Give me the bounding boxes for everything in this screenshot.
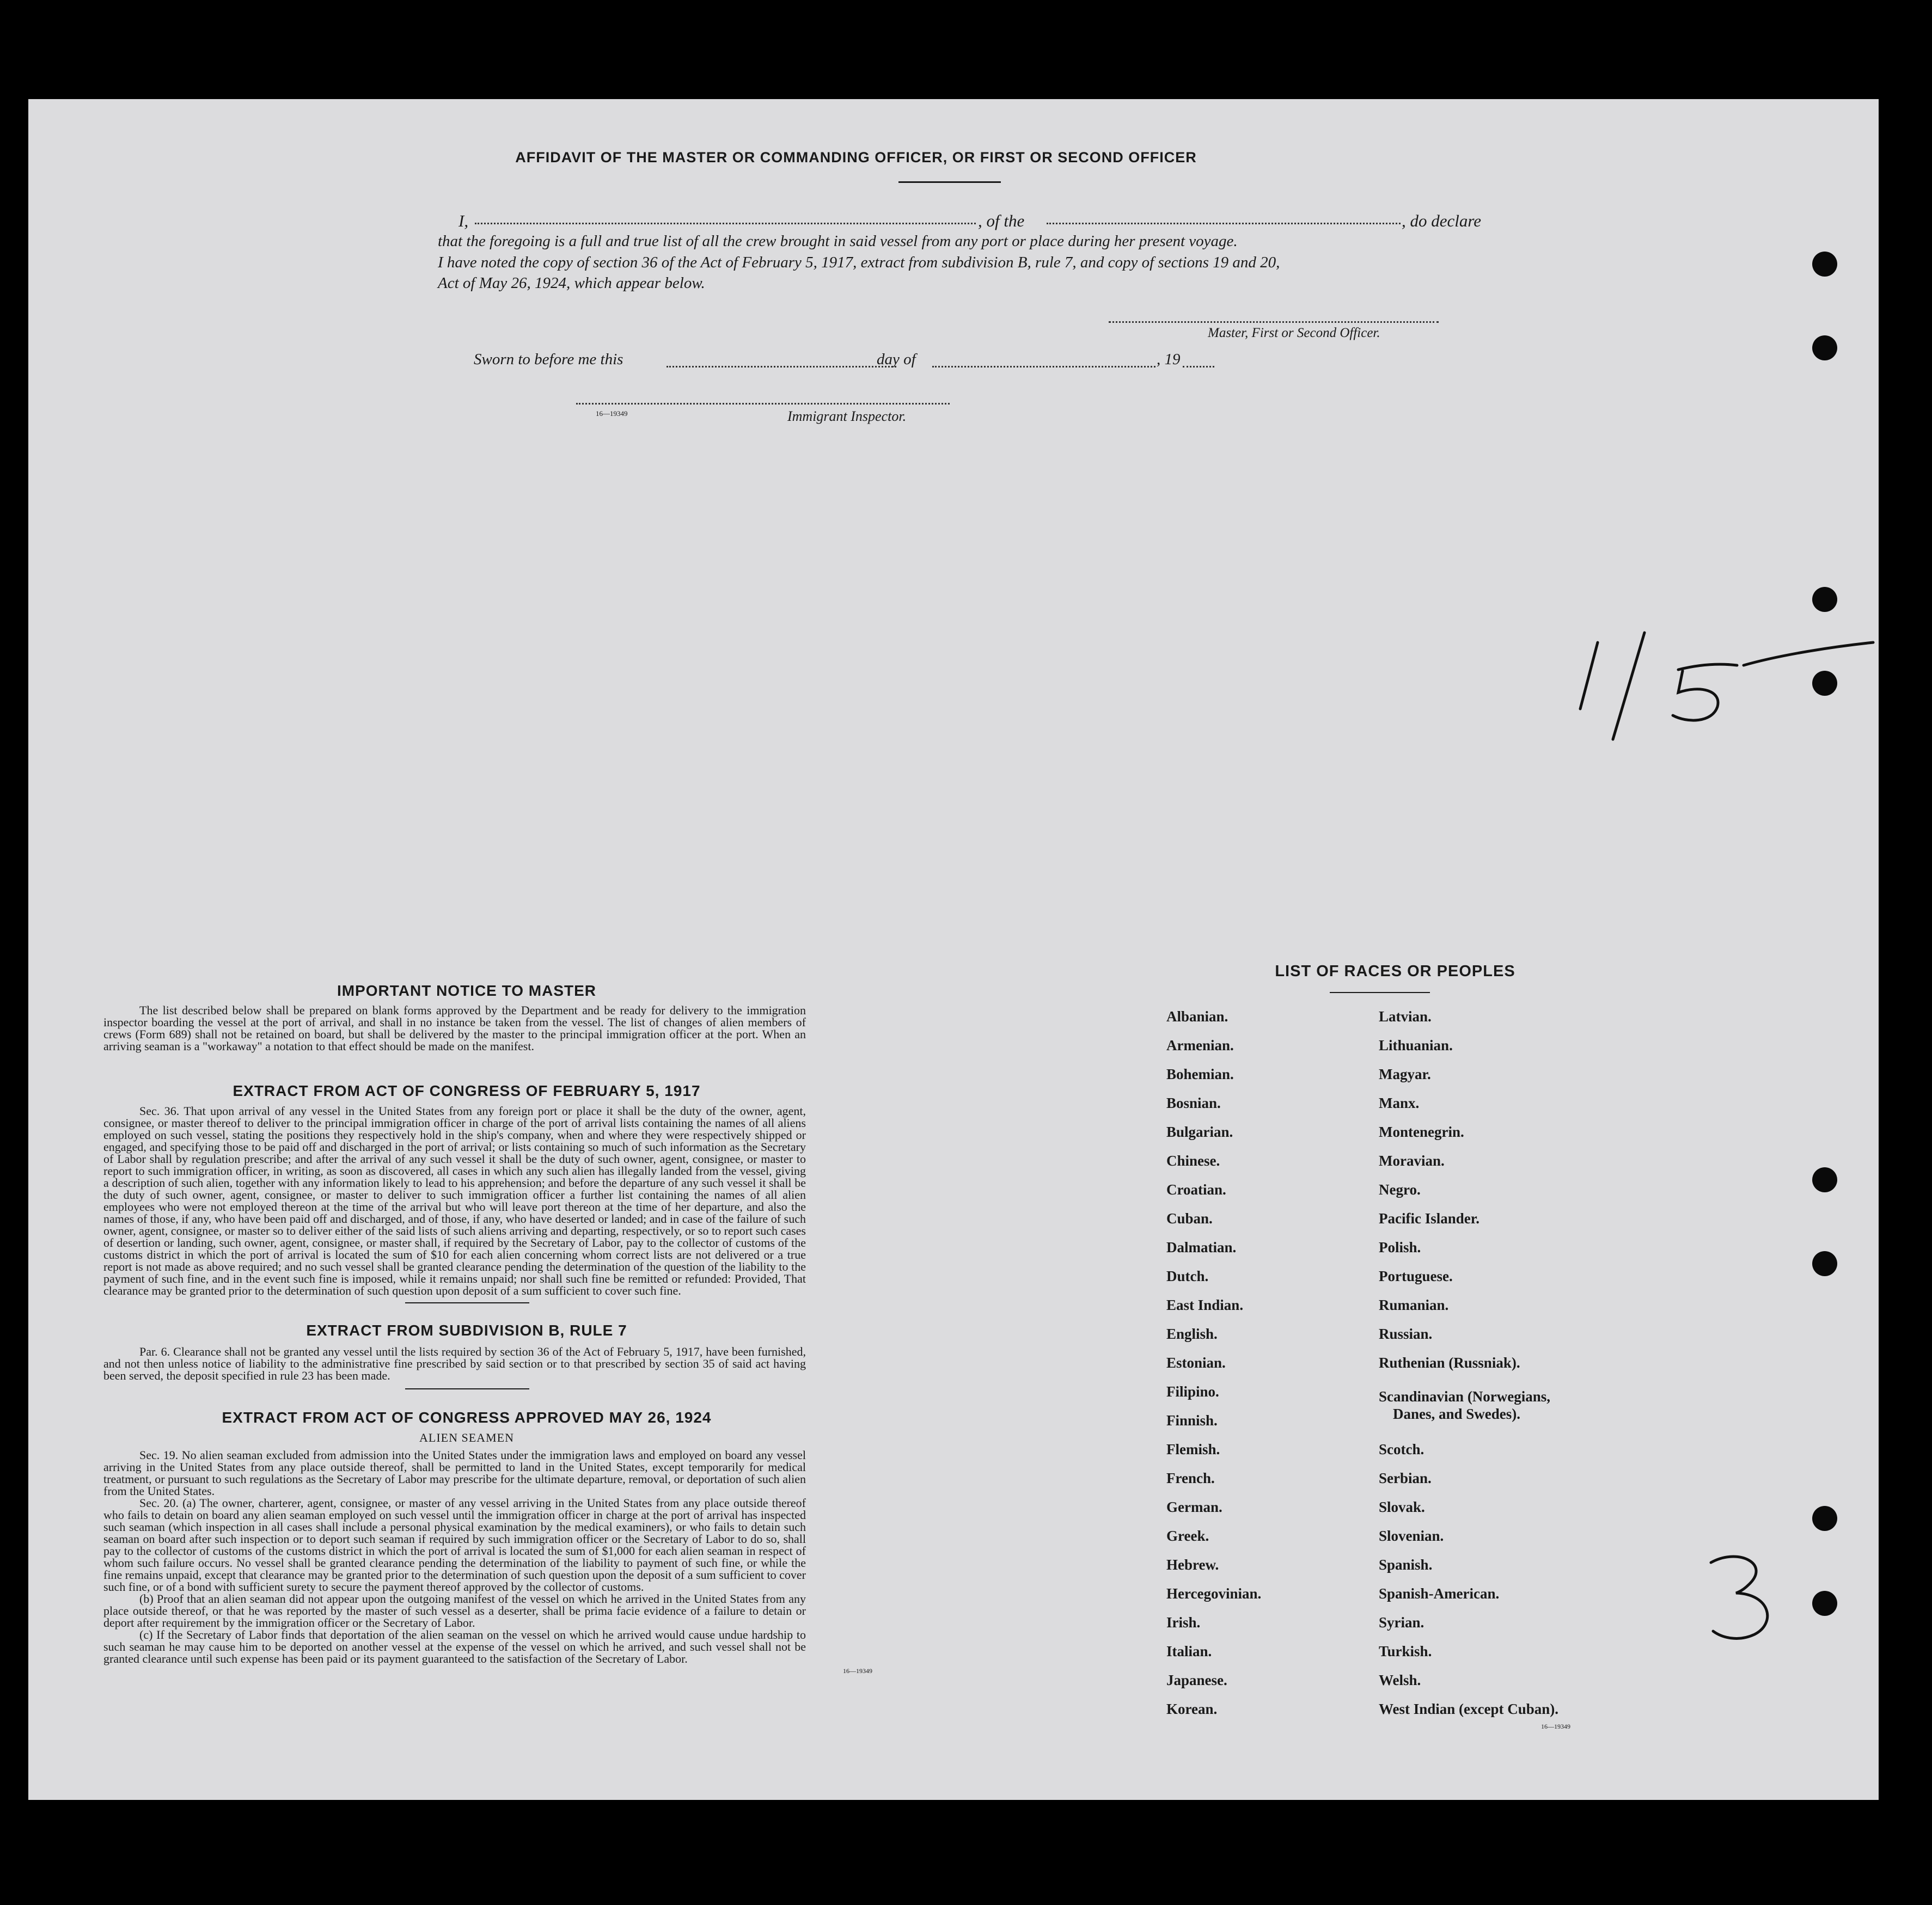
binder-hole	[1812, 252, 1837, 277]
race-right-20: Syrian.	[1379, 1614, 1424, 1631]
document-page	[28, 99, 1879, 1800]
name-field[interactable]	[475, 223, 976, 224]
race-right-6: Negro.	[1379, 1181, 1421, 1198]
race-right-17: Slovenian.	[1379, 1528, 1444, 1544]
race-left-14: Finnish.	[1166, 1412, 1218, 1429]
race-left-23: Japanese.	[1166, 1672, 1227, 1688]
declaration-line1-b: , of the	[978, 211, 1025, 230]
race-right-13: Scandinavian (Norwegians,	[1379, 1388, 1551, 1405]
handwritten-fraction	[1564, 584, 1879, 747]
race-right-16: Slovak.	[1379, 1499, 1425, 1515]
extract-1924-sec20b: (b) Proof that an alien seaman did not appear upon the outgoing manifest of the vessel on which he arrived in the United States from any place outside thereof, or that he was reported by the master of such vessel as a deserter, shall be prima facie evidence of a failure to detain or deport after requirement by the immigration officer or the Secretary of Labor.	[103, 1592, 806, 1630]
race-left-8: Dalmatian.	[1166, 1239, 1237, 1255]
declaration-line2: that the foregoing is a full and true list of all the crew brought in said vessel from any port or place during her present voyage.	[438, 232, 1238, 250]
sworn-text-a: Sworn to before me this	[474, 351, 623, 368]
race-left-1: Armenian.	[1166, 1037, 1234, 1053]
race-left-10: East Indian.	[1166, 1297, 1244, 1313]
declaration-line1-a: I,	[458, 211, 469, 230]
sworn-text-b: day of	[877, 351, 916, 368]
heading-divider	[898, 181, 1001, 183]
race-left-20: Hercegovinian.	[1166, 1585, 1262, 1602]
sworn-year-field[interactable]	[1183, 366, 1214, 367]
inspector-label: Immigrant Inspector.	[787, 408, 907, 424]
divider-1917	[405, 1302, 529, 1303]
race-left-18: Greek.	[1166, 1528, 1209, 1544]
binder-hole	[1812, 335, 1837, 360]
race-left-9: Dutch.	[1166, 1268, 1209, 1284]
race-left-24: Korean.	[1166, 1701, 1218, 1717]
races-heading-divider	[1330, 992, 1430, 993]
race-right-19: Spanish-American.	[1379, 1585, 1500, 1602]
alien-seamen-subheading: ALIEN SEAMEN	[419, 1431, 514, 1444]
race-left-5: Chinese.	[1166, 1153, 1220, 1169]
divider-rule7	[405, 1388, 529, 1389]
extract-1924-heading: EXTRACT FROM ACT OF CONGRESS APPROVED MAY 26, 1924	[222, 1409, 712, 1426]
binder-hole	[1812, 1591, 1837, 1616]
race-left-15: Flemish.	[1166, 1441, 1220, 1457]
race-left-0: Albanian.	[1166, 1008, 1228, 1025]
race-left-12: Estonian.	[1166, 1355, 1226, 1371]
race-left-22: Italian.	[1166, 1643, 1212, 1659]
rule7-heading: EXTRACT FROM SUBDIVISION B, RULE 7	[306, 1322, 627, 1339]
extract-1917-text: Sec. 36. That upon arrival of any vessel in the United States from any foreign port or place it shall be the duty of the owner, agent, consignee, or master thereof to deliver to the principal immigration officer in charge of the port of arrival lists containing the names of all aliens employed on such vessel, stating the positions they respectively hold in the ship's company, when and where they were respectively shipped or engaged, and specifying those to be paid off and discharged in the port of arrival; or lists containing so much of such information as the Secretary of Labor shall by regulation prescribe; and after the arrival of any such vessel it shall be the duty of such owner, agent, consignee, or master to report to such immigration officer, in writing, as soon as discovered, all cases in which any such alien has illegally landed from the vessel, giving a description of such alien, together with any information likely to lead to his apprehension; and before the departure of any such vessel it shall be the duty of such owner, agent, consignee, or master to deliver to such immigration officer a further list containing the names of all alien employees who were not employed thereon at the time of the arrival but who will leave port thereon at the time of her departure, and also the names of those, if any, who have been paid off and discharged, and of those, if any, who have deserted or landed; and in case of the failure of such owner, agent, consignee, or master so to deliver either of the said lists of such aliens arriving and departing, respectively, or so to report such cases of desertion or landing, such owner, agent, consignee, or master shall, if required by the Secretary of Labor, pay to the collector of customs of the customs district in which the port of arrival is located the sum of $10 for each alien concerning whom correct lists are not delivered or a true report is not made as above required; and no such vessel shall be granted clearance pending the determination of the question of the liability to the payment of such fine, and in the event such fine is imposed, while it remains unpaid; nor shall such fine be remitted or refunded: Provided, That clearance may be granted prior to the determination of such question upon deposit of a sum sufficient to cover such fine.	[103, 1104, 806, 1297]
race-right-9: Portuguese.	[1379, 1268, 1453, 1284]
race-right-4: Montenegrin.	[1379, 1124, 1464, 1140]
binder-hole	[1812, 1506, 1837, 1531]
race-right-10: Rumanian.	[1379, 1297, 1449, 1313]
races-form-number: 16—19349	[1541, 1723, 1570, 1730]
rule7-text: Par. 6. Clearance shall not be granted any vessel until the lists required by section 36 of the Act of February 5, 1917, have been furnished, and not then unless notice of liability to the administrative fine prescribed by said section or to that prescribed by section 35 of said act having been served, the deposit specified in rule 23 has been made.	[103, 1345, 806, 1382]
binder-hole	[1812, 1251, 1837, 1276]
race-right-21: Turkish.	[1379, 1643, 1432, 1659]
race-left-17: German.	[1166, 1499, 1222, 1515]
race-right-3: Manx.	[1379, 1095, 1420, 1111]
extract-1917-heading: EXTRACT FROM ACT OF CONGRESS OF FEBRUARY 5, 1917	[233, 1082, 701, 1099]
inspector-signature-field[interactable]	[576, 403, 950, 405]
extract-1924-sec20c: (c) If the Secretary of Labor finds that deportation of the alien seaman on the vessel on which he arrived would cause undue hardship to such seaman he may cause him to be deported on another vessel at the expense of the vessel on which he arrived, and such vessel shall not be granted clearance until such expense has been paid or its payment guaranteed to the satisfaction of the Secretary of Labor.	[103, 1628, 806, 1665]
vessel-field[interactable]	[1047, 223, 1401, 224]
binder-hole	[1812, 1167, 1837, 1192]
handwritten-page-number	[1689, 1542, 1809, 1651]
race-right-5: Moravian.	[1379, 1153, 1445, 1169]
race-right-22: Welsh.	[1379, 1672, 1421, 1688]
declaration-line4: Act of May 26, 1924, which appear below.	[438, 274, 705, 292]
race-right-13-cont: Danes, and Swedes).	[1393, 1406, 1521, 1422]
races-heading: LIST OF RACES OR PEOPLES	[1275, 963, 1515, 980]
race-right-18: Spanish.	[1379, 1557, 1433, 1573]
master-signature-field[interactable]	[1109, 321, 1439, 323]
affidavit-heading: AFFIDAVIT OF THE MASTER OR COMMANDING OFFICER, OR FIRST OR SECOND OFFICER	[515, 149, 1197, 166]
declaration-line3: I have noted the copy of section 36 of the Act of February 5, 1917, extract from subdivision B, rule 7, and copy of sections 19 and 20,	[438, 254, 1280, 271]
declaration-line1-c: , do declare	[1402, 211, 1482, 230]
race-left-7: Cuban.	[1166, 1210, 1213, 1227]
race-right-1: Lithuanian.	[1379, 1037, 1453, 1053]
race-left-21: Irish.	[1166, 1614, 1201, 1631]
extract-form-number: 16—19349	[843, 1667, 872, 1675]
race-right-15: Serbian.	[1379, 1470, 1432, 1486]
master-signature-label: Master, First or Second Officer.	[1208, 326, 1380, 340]
race-right-23: West Indian (except Cuban).	[1379, 1701, 1559, 1717]
sworn-month-field[interactable]	[932, 366, 1155, 367]
race-right-7: Pacific Islander.	[1379, 1210, 1479, 1227]
affidavit-form-number: 16—19349	[596, 409, 628, 418]
race-right-14: Scotch.	[1379, 1441, 1424, 1457]
race-left-19: Hebrew.	[1166, 1557, 1219, 1573]
extract-1924-sec19: Sec. 19. No alien seaman excluded from admission into the United States under the immigration laws and employed on board any vessel arriving in the United States from any place outside thereof, shall be permitted to land in the United States, except temporarily for medical treatment, or pursuant to such regulations as the Secretary of Labor may prescribe for the ultimate departure, removal, or deportation of such alien from the United States.	[103, 1448, 806, 1498]
race-left-11: English.	[1166, 1326, 1218, 1342]
race-left-4: Bulgarian.	[1166, 1124, 1233, 1140]
notice-heading: IMPORTANT NOTICE TO MASTER	[337, 982, 597, 999]
race-left-2: Bohemian.	[1166, 1066, 1234, 1082]
race-left-3: Bosnian.	[1166, 1095, 1221, 1111]
sworn-day-field[interactable]	[667, 366, 896, 367]
extract-1924-sec20a: Sec. 20. (a) The owner, charterer, agent, consignee, or master of any vessel arriving in the United States from any place outside thereof who fails to detain on board any alien seaman employed on such vessel until the immigration officer in charge at the port of arrival has inspected such seaman (which inspection in all cases shall include a personal physical examination by the medical examiners), or who fails to detain such seaman on board after such inspection or to deport such seaman if required by such immigration officer or the Secretary of Labor to do so, shall pay to the collector of customs of the customs district in which the port of arrival is located the sum of $1,000 for each alien seaman in respect of whom such failure occurs. No vessel shall be granted clearance pending the determination of the liability to payment of such fine, or while the fine remains unpaid, except that clearance may be granted prior to the determination of such question upon the deposit of a sum sufficient to cover such fine, or of a bond with sufficient surety to secure the payment thereof approved by the collector of customs.	[103, 1496, 806, 1594]
sworn-text-c: , 19	[1157, 351, 1181, 368]
race-right-2: Magyar.	[1379, 1066, 1431, 1082]
race-left-16: French.	[1166, 1470, 1215, 1486]
race-left-6: Croatian.	[1166, 1181, 1226, 1198]
race-right-11: Russian.	[1379, 1326, 1433, 1342]
race-right-8: Polish.	[1379, 1239, 1421, 1255]
race-left-13: Filipino.	[1166, 1383, 1219, 1400]
race-right-0: Latvian.	[1379, 1008, 1432, 1025]
race-right-12: Ruthenian (Russniak).	[1379, 1355, 1520, 1371]
notice-text: The list described below shall be prepared on blank forms approved by the Department and be ready for delivery to the immigration inspector boarding the vessel at the port of arrival, and shall in no instance be taken from the vessel. The list of changes of alien members of crews (Form 689) shall not be retained on board, but shall be delivered by the master to the principal immigration officer at the port. When an arriving seaman is a "workaway" a notation to that effect should be made on the manifest.	[103, 1003, 806, 1053]
